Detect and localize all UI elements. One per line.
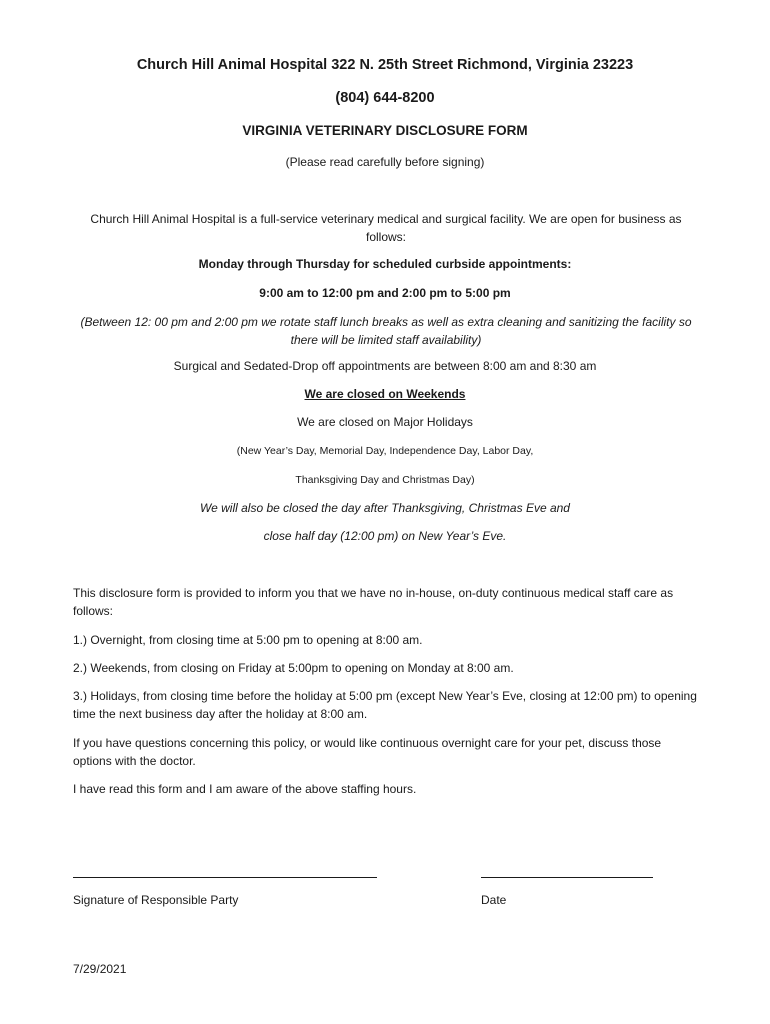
list-item: 2.) Weekends, from closing on Friday at 5:00pm to opening on Monday at 8:00 am. — [73, 661, 514, 675]
header-address: Church Hill Animal Hospital 322 N. 25th Street Richmond, Virginia 23223 — [136, 57, 634, 73]
weekends-closed: We are closed on Weekends — [304, 387, 466, 401]
list-item: 3.) Holidays, from closing time before the holiday at 5:00 pm (except New Year’s Eve, closing at 12:00 pm) to opening time the next business day after the holiday at 8:00 am. — [73, 689, 697, 721]
lunch-note: (Between 12: 00 pm and 2:00 pm we rotate staff lunch breaks as well as extra cleaning and sanitizing the facility so there will be limited staff availability) — [80, 315, 692, 347]
disclosure-intro: This disclosure form is provided to inform you that we have no in-house, on-duty continuous medical staff care as follows: — [73, 586, 674, 618]
holiday-list-2: Thanksgiving Day and Christmas Day) — [295, 474, 475, 486]
instruction-note: (Please read carefully before signing) — [285, 155, 485, 169]
acknowledgement: I have read this form and I am aware of the above staffing hours. — [73, 782, 417, 796]
surgical-hours: Surgical and Sedated-Drop off appointments are between 8:00 am and 8:30 am — [173, 359, 597, 373]
holidays-closed: We are closed on Major Holidays — [297, 415, 473, 429]
extra-closed-1: We will also be closed the day after Thanksgiving, Christmas Eve and — [200, 501, 570, 515]
questions-note: If you have questions concerning this policy, or would like continuous overnight care for your pet, discuss those options with the doctor. — [73, 736, 662, 768]
page-title: VIRGINIA VETERINARY DISCLOSURE FORM — [242, 123, 528, 138]
signature-line[interactable] — [73, 877, 377, 878]
date-label: Date — [481, 893, 507, 907]
date-line[interactable] — [481, 877, 653, 878]
extra-closed-2: close half day (12:00 pm) on New Year’s Eve. — [263, 529, 507, 543]
hours-intro: Church Hill Animal Hospital is a full-service veterinary medical and surgical facility. We are open for business as follows: — [90, 212, 682, 244]
header-phone: (804) 644-8200 — [335, 90, 435, 106]
holiday-list-1: (New Year’s Day, Memorial Day, Independence Day, Labor Day, — [236, 445, 534, 457]
list-item: 1.) Overnight, from closing time at 5:00 pm to opening at 8:00 am. — [73, 633, 423, 647]
signature-label: Signature of Responsible Party — [73, 893, 239, 907]
footer-date: 7/29/2021 — [73, 962, 127, 976]
hours-days: Monday through Thursday for scheduled curbside appointments: — [198, 257, 572, 271]
hours-times: 9:00 am to 12:00 pm and 2:00 pm to 5:00 pm — [259, 286, 511, 300]
